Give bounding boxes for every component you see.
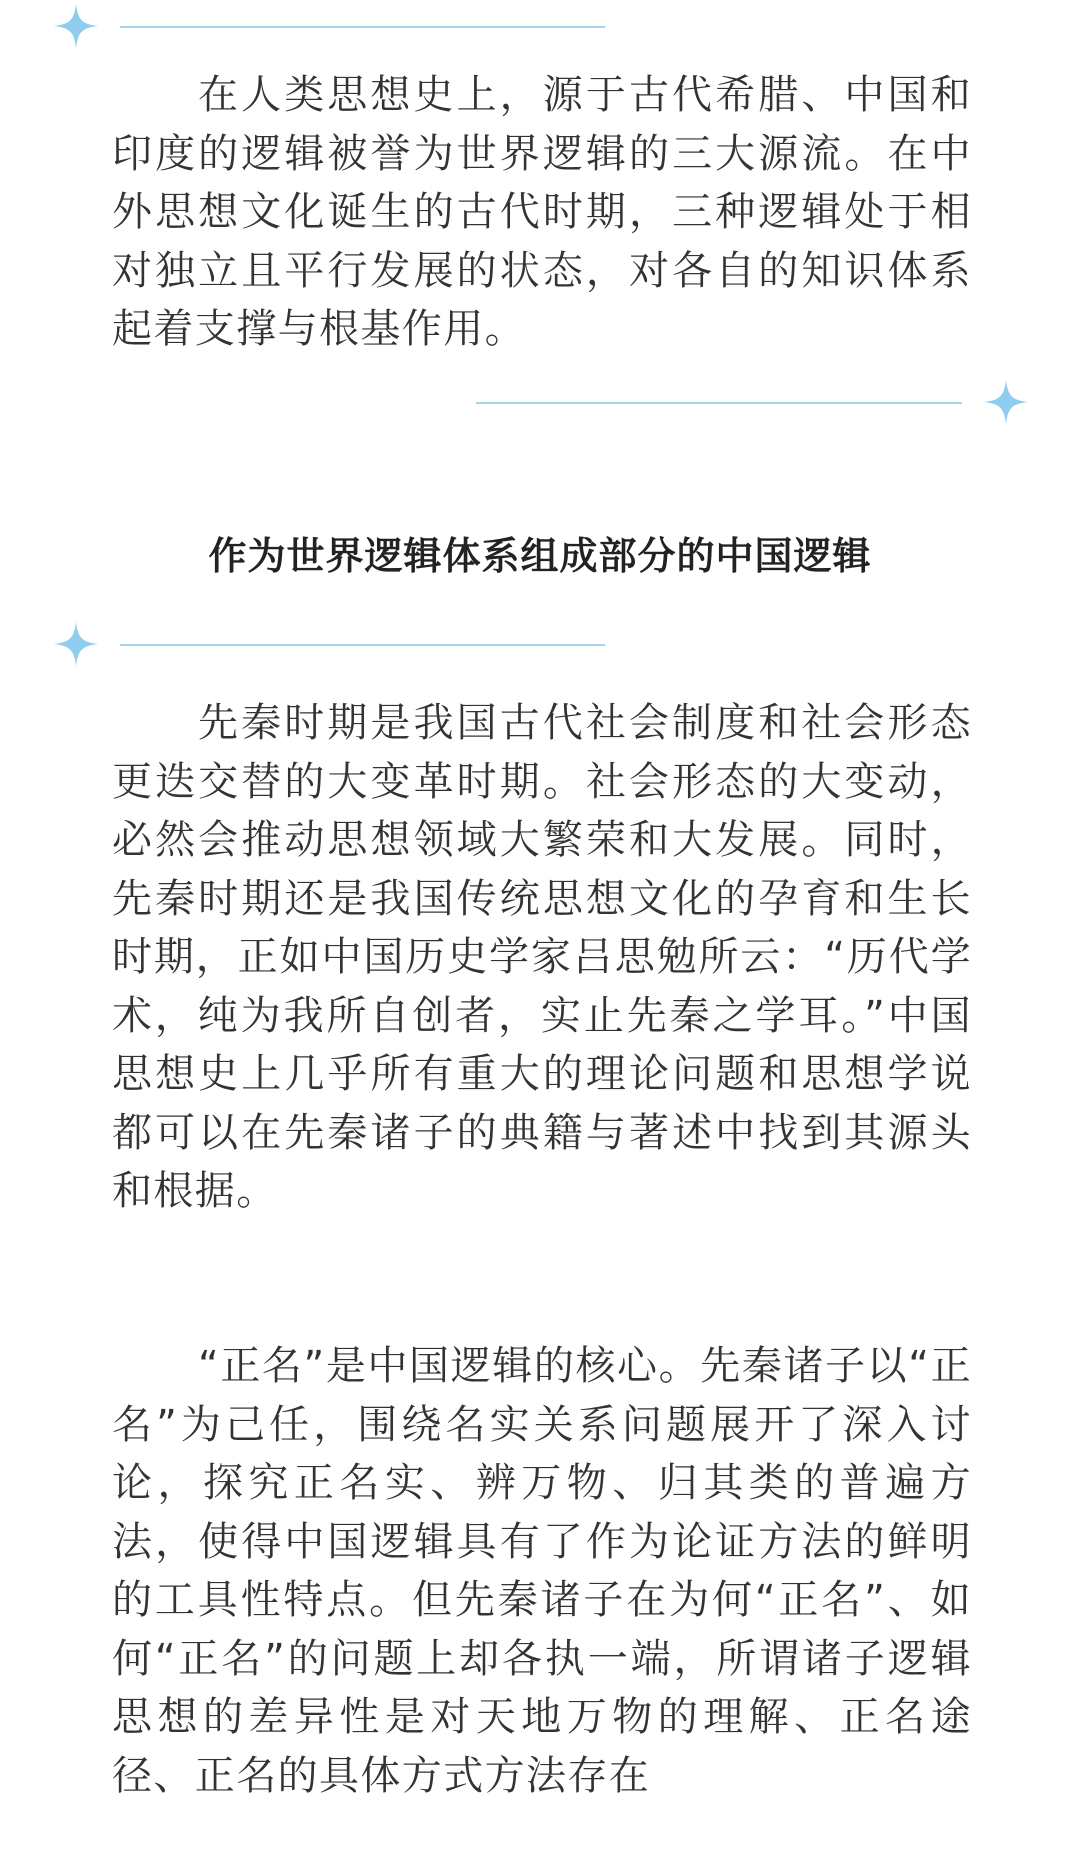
paragraph-intro: 在人类思想史上，源于古代希腊、中国和印度的逻辑被誉为世界逻辑的三大源流。在中外思想文化诞生的古代时期，三种逻辑处于相对独立且平行发展的状态，对各自的知识体系起着支撑与根基作用。 [112, 72, 972, 352]
sparkle-icon [52, 620, 100, 668]
paragraph-pre-qin: 先秦时期是我国古代社会制度和社会形态更迭交替的大变革时期。社会形态的大变动，必然会推动思想领域大繁荣和大发展。同时，先秦时期还是我国传统思想文化的孕育和生长时期，正如中国历史学家吕思勉所云：“历代学术，纯为我所自创者，实止先秦之学耳。”中国思想史上几乎所有重大的理论问题和思想学说都可以在先秦诸子的典籍与著述中找到其源头和根据。 [112, 700, 972, 1214]
section-title: 作为世界逻辑体系组成部分的中国逻辑 [208, 534, 872, 578]
paragraph-zhengming: “正名”是中国逻辑的核心。先秦诸子以“正名”为己任，围绕名实关系问题展开了深入讨论，探究正名实、辨万物、归其类的普遍方法，使得中国逻辑具有了作为论证方法的鲜明的工具性特点。但先秦诸子在为何“正名”、如何“正名”的问题上却各执一端，所谓诸子逻辑思想的差异性是对天地万物的理解、正名途径、正名的具体方式方法存在 [112, 1343, 972, 1799]
divider-line [476, 402, 962, 404]
divider-top [0, 2, 620, 52]
divider-line [120, 644, 605, 646]
divider-line [120, 26, 605, 28]
divider-right [470, 378, 1030, 428]
sparkle-icon [52, 2, 100, 50]
sparkle-icon [982, 378, 1030, 426]
divider-section [0, 620, 620, 670]
